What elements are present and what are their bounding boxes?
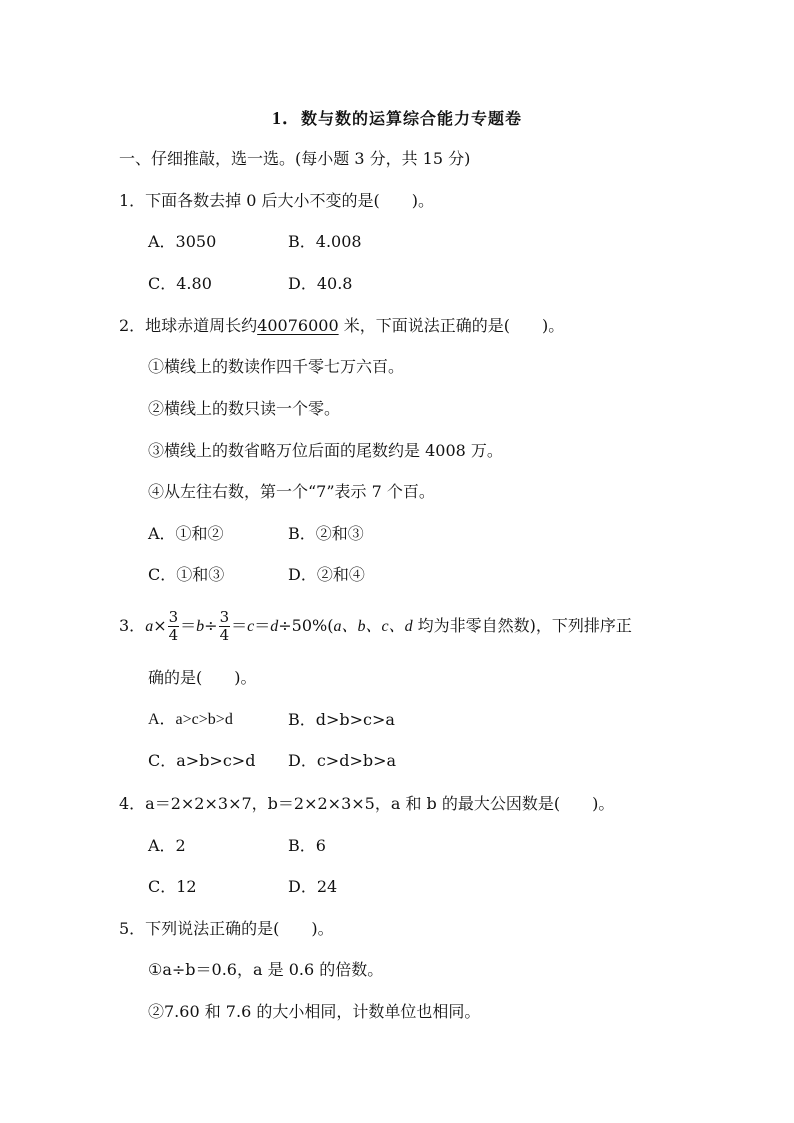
q3-equals-1: ＝	[180, 616, 197, 635]
question-3-stem	[119, 608, 632, 645]
q2-underlined-number: 40076000	[257, 316, 339, 335]
q3-var-b: b	[196, 618, 205, 635]
title-number: 1．	[271, 108, 301, 128]
title-text: 数与数的运算综合能力专题卷	[300, 109, 522, 128]
q3-option-d: D．c>d>b>a	[288, 751, 397, 770]
question-1-stem: 1．下面各数去掉 0 后大小不变的是( )。	[119, 191, 435, 210]
q2-statement-3: ③横线上的数省略万位后面的尾数约是 4008 万。	[148, 441, 503, 460]
q4-option-c: C．12	[148, 877, 197, 896]
q2-option-a: A．①和②	[148, 524, 224, 543]
q3-fraction-2-denominator: 4	[219, 626, 230, 644]
q5-statement-1: ①a÷b＝0.6，a 是 0.6 的倍数。	[148, 960, 384, 979]
q3-percent: ÷50%(	[278, 616, 334, 635]
q4-option-d: D．24	[288, 877, 338, 896]
q3-equals-3: ＝	[254, 616, 271, 635]
q1-option-b: B．4.008	[288, 232, 362, 251]
question-5-stem: 5．下列说法正确的是( )。	[119, 919, 334, 938]
q2-option-c: C．①和③	[148, 565, 225, 584]
q3-fraction-1-numerator: 3	[168, 608, 179, 626]
q1-option-c: C．4.80	[148, 274, 212, 293]
q3-fraction-1	[168, 609, 180, 644]
q3-equals-2: ＝	[231, 616, 248, 635]
q1-option-a: A．3050	[148, 232, 217, 251]
q2-statement-1: ①横线上的数读作四千零七万六百。	[148, 357, 405, 376]
q3-number: 3．	[119, 616, 146, 635]
q3-fraction-2	[219, 609, 231, 644]
q3-stem-line-2: 确的是( )。	[148, 668, 257, 687]
q2-option-d: D．②和④	[288, 565, 365, 584]
q3-option-a: A．a>c>b>d	[148, 711, 233, 728]
q2-stem-prefix: 2．地球赤道周长约	[119, 316, 258, 335]
q3-stem-rest: 均为非零自然数)，下列排序正	[412, 616, 632, 635]
q5-statement-2: ②7.60 和 7.6 的大小相同，计数单位也相同。	[148, 1002, 481, 1021]
q3-vars-list: a、b、c、d	[333, 618, 413, 635]
q3-var-a: a	[145, 618, 154, 635]
q4-option-a: A．2	[148, 836, 186, 855]
q2-statement-4: ④从左往右数，第一个“7”表示 7 个百。	[148, 482, 435, 501]
q2-stem-suffix: 米，下面说法正确的是( )。	[338, 316, 565, 335]
q2-statement-2: ②横线上的数只读一个零。	[148, 399, 341, 418]
question-4-stem: 4．a＝2×2×3×7，b＝2×2×3×5，a 和 b 的最大公因数是( )。	[119, 794, 615, 813]
q3-var-c: c	[247, 618, 255, 635]
question-2-stem	[119, 315, 564, 337]
q3-divide: ÷	[204, 616, 218, 635]
q3-times: ×	[153, 616, 167, 635]
q3-option-c: C．a>b>c>d	[148, 751, 256, 770]
q3-fraction-2-numerator: 3	[219, 608, 230, 626]
q1-option-d: D．40.8	[288, 274, 353, 293]
q3-var-d: d	[270, 618, 279, 635]
q3-option-b: B．d>b>c>a	[288, 710, 395, 729]
page-title	[0, 107, 794, 130]
section-heading: 一、仔细推敲，选一选。(每小题 3 分，共 15 分)	[119, 149, 471, 168]
q3-fraction-1-denominator: 4	[168, 626, 179, 644]
q2-option-b: B．②和③	[288, 524, 364, 543]
q4-option-b: B．6	[288, 836, 326, 855]
